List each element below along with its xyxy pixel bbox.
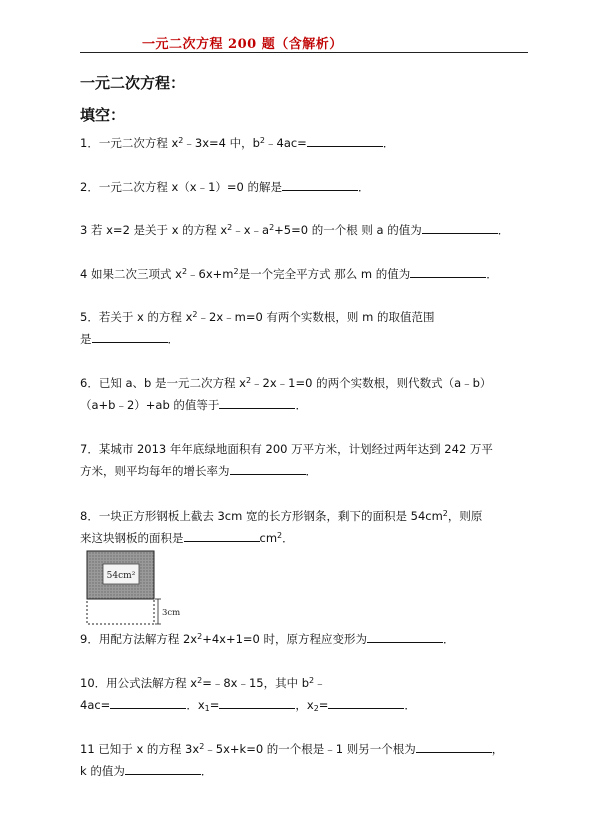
question-7: 7．某城市 2013 年年底绿地面积有 200 万平方米，计划经过两年达到 242 万平 方米，则平均每年的增长率为 ． bbox=[80, 442, 493, 478]
section-title: 一元二次方程： bbox=[80, 74, 186, 92]
answer-blank-other-root[interactable] bbox=[416, 740, 492, 753]
question-8: 8．一块正方形钢板上截去 3cm 宽的长方形钢条，剩下的面积是 $54cm^2$，则原 来这块钢板的面积是 $cm^2$． bbox=[80, 509, 483, 545]
answer-blank[interactable] bbox=[307, 134, 383, 147]
question-5: 5．若关于 x 的方程 $x^2﹣2x﹣m=0$ 有两个实数根，则 m 的取值范围 是 ． bbox=[80, 310, 435, 346]
subsection-title: 填空： bbox=[80, 106, 126, 124]
question-9: 9．用配方法解方程 $2x^2+4x+1=0$ 时，原方程应变形为 ． bbox=[80, 632, 455, 646]
question-1: 1．一元二次方程 $x^2﹣3x=4$ 中，$b^2﹣4ac=$ ． bbox=[80, 136, 395, 150]
question-11: 11 已知于 x 的方程 $3x^2﹣5x+k=0$ 的一个根是﹣1 则另一个根为 ， k 的值为 ． bbox=[80, 742, 504, 778]
answer-blank[interactable] bbox=[230, 462, 306, 475]
answer-blank-x1[interactable] bbox=[219, 696, 295, 709]
header-title: 一元二次方程 200 题（含解析） bbox=[142, 37, 343, 52]
area-label: 54cm² bbox=[106, 571, 136, 581]
question-2: 2．一元二次方程 x（x﹣1）=0 的解是 ． bbox=[80, 180, 370, 194]
answer-blank[interactable] bbox=[422, 221, 498, 234]
answer-blank[interactable] bbox=[410, 265, 486, 278]
answer-blank[interactable] bbox=[184, 529, 260, 542]
answer-blank-b2-4ac[interactable] bbox=[110, 696, 186, 709]
page-header bbox=[80, 32, 528, 53]
question-6: 6．已知 a、b 是一元二次方程 $x^2﹣2x﹣1=0$ 的两个实数根，则代数式（a﹣b） （a+b﹣2）+ab 的值等于 ． bbox=[80, 376, 492, 412]
answer-blank-x2[interactable] bbox=[328, 696, 404, 709]
answer-blank[interactable] bbox=[367, 630, 443, 643]
question-3: 3 若 x=2 是关于 x 的方程 $x^2﹣x﹣a^2+5=0$ 的一个根 则 a 的值为 ． bbox=[80, 223, 510, 237]
cut-strip bbox=[87, 599, 154, 624]
answer-blank[interactable] bbox=[219, 396, 295, 409]
answer-blank-k[interactable] bbox=[125, 762, 201, 775]
steel-plate-figure bbox=[86, 549, 196, 625]
question-4: 4 如果二次三项式 $x^2﹣6x+m^2$是一个完全平方式 那么 m 的值为 ． bbox=[80, 267, 498, 281]
width-label: 3cm bbox=[162, 608, 181, 618]
steel-plate-diagram bbox=[86, 549, 196, 625]
answer-blank[interactable] bbox=[282, 178, 358, 191]
question-10: 10．用公式法解方程 $x^2=﹣8x﹣15$，其中 $b^2﹣$ 4ac= ．$x_1=$ ，$x_2=$ ． bbox=[80, 676, 416, 713]
answer-blank[interactable] bbox=[92, 330, 168, 343]
